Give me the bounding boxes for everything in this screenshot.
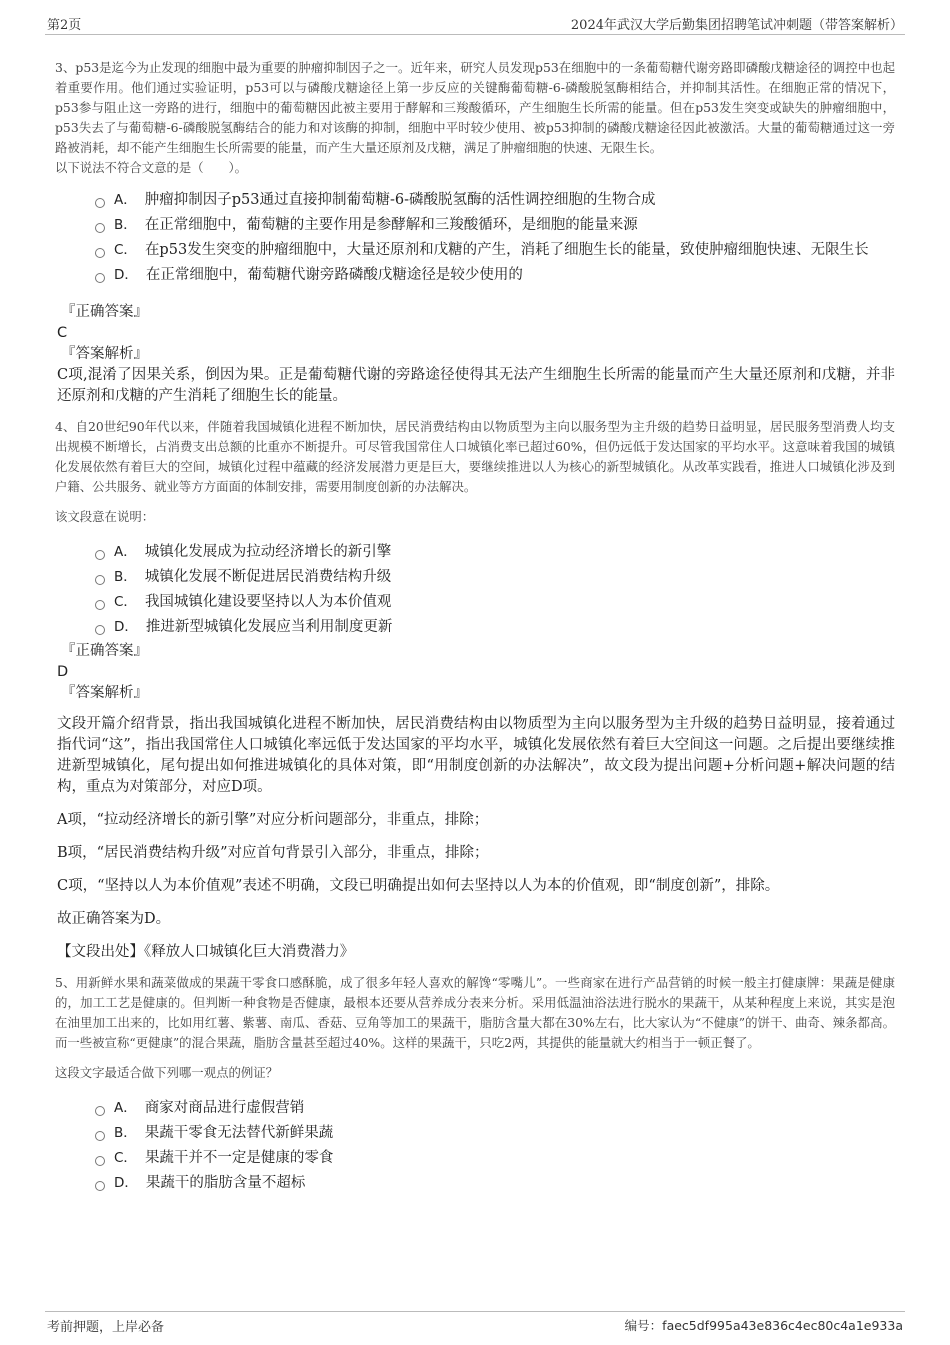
document-body [55, 58, 895, 1197]
radio-icon[interactable] [95, 248, 105, 258]
q4-explain-label: 『答案解析』 [61, 685, 148, 701]
q3-answer-label: 『正确答案』 [61, 304, 148, 320]
radio-icon[interactable] [95, 1106, 105, 1116]
q5-option-a[interactable]: A． 商家对商品进行虚假营销 [95, 1097, 895, 1119]
q3-explanation: C项,混淆了因果关系，倒因为果。正是葡萄糖代谢的旁路途径使得其无法产生细胞生长所需的能量而产生大量还原剂和戊糖，并非还原剂和戊糖的产生消耗了细胞生长的能量。 [57, 367, 895, 404]
radio-icon[interactable] [95, 625, 105, 635]
document-title: 2024年武汉大学后勤集团招聘笔试冲刺题（带答案解析） [570, 18, 903, 33]
radio-icon[interactable] [95, 1156, 105, 1166]
q3-options [55, 189, 895, 286]
q3-option-d[interactable]: D． 在正常细胞中，葡萄糖代谢旁路磷酸戊糖途径是较少使用的 [95, 264, 895, 286]
q4-option-a-analysis: A项，“拉动经济增长的新引擎”对应分析问题部分，非重点，排除； [57, 812, 489, 828]
radio-icon[interactable] [95, 198, 105, 208]
q3-passage: 3、p53是迄今为止发现的细胞中最为重要的肿瘤抑制因子之一。近年来，研究人员发现p53在细胞中的一条葡萄糖代谢旁路即磷酸戊糖途径的调控中也起着重要作用。他们通过实验证明，p53可以与磷酸戊糖途径上第一步反应的关键酶葡萄糖-6-磷酸脱氢酶相结合，并抑制其活性。在细胞正常的情况下，p53参与阻止这一旁路的进行，细胞中的葡萄糖因此被主要用于酵解和三羧酸循环，产生细胞生长所需的能量。但在p53发生突变或缺失的肿瘤细胞中，p53失去了与葡萄糖-6-磷酸脱氢酶结合的能力和对该酶的抑制，细胞中平时较少使用、被p53抑制的磷酸戊糖途径因此被激活。大量的葡萄糖通过这一旁路被消耗，却不能产生细胞生长所需要的能量，而产生大量还原剂及戊糖，满足了肿瘤细胞的快速、无限生长。 [55, 60, 895, 155]
q5-options [55, 1097, 895, 1194]
q4-source: 【文段出处】《释放人口城镇化巨大消费潜力》 [57, 944, 355, 960]
q3-option-a[interactable]: A． 肿瘤抑制因子p53通过直接抑制葡萄糖-6-磷酸脱氢酶的活性调控细胞的生物合成 [95, 189, 895, 211]
q4-option-b[interactable]: B． 城镇化发展不断促进居民消费结构升级 [95, 566, 895, 588]
q3-answer: C [57, 325, 68, 341]
q4-option-a[interactable]: A． 城镇化发展成为拉动经济增长的新引擎 [95, 541, 895, 563]
radio-icon[interactable] [95, 223, 105, 233]
radio-icon[interactable] [95, 1181, 105, 1191]
q3-explain-label: 『答案解析』 [61, 346, 148, 362]
footer-slogan: 考前押题，上岸必备 [47, 1320, 165, 1335]
q5-option-d[interactable]: D． 果蔬干的脂肪含量不超标 [95, 1172, 895, 1194]
page-header [45, 12, 905, 35]
q3-prompt: 以下说法不符合文意的是（ ）。 [55, 160, 248, 175]
q4-option-d[interactable]: D． 推进新型城镇化发展应当利用制度更新 [95, 616, 895, 638]
document-serial: 编号：faec5df995a43e836c4ec80c4a1e933a [624, 1318, 903, 1333]
q3-option-b[interactable]: B． 在正常细胞中，葡萄糖的主要作用是参酵解和三羧酸循环，是细胞的能量来源 [95, 214, 895, 236]
q4-passage: 4、自20世纪90年代以来，伴随着我国城镇化进程不断加快，居民消费结构由以物质型为主向以服务型为主升级的趋势日益明显，居民服务型消费人均支出规模不断增长，占消费支出总额的比重亦不断提升。可尽管我国常住人口城镇化率已超过60%，但仍远低于发达国家的平均水平。这意味着我国的城镇化发展依然有着巨大的空间，城镇化过程中蕴藏的经济发展潜力更是巨大，要继续推进以人为核心的新型城镇化。从改革实践看，推进人口城镇化涉及到户籍、公共服务、就业等方方面面的体制安排，需要用制度创新的办法解决。 [55, 419, 895, 494]
q4-conclusion: 故正确答案为D。 [57, 911, 171, 927]
q4-options [55, 541, 895, 638]
q5-option-b[interactable]: B． 果蔬干零食无法替代新鲜果蔬 [95, 1122, 895, 1144]
q5-option-c[interactable]: C． 果蔬干并不一定是健康的零食 [95, 1147, 895, 1169]
q4-explanation: 文段开篇介绍背景，指出我国城镇化进程不断加快，居民消费结构由以物质型为主向以服务型为主升级的趋势日益明显，接着通过指代词“这”，指出我国常住人口城镇化率远低于发达国家的平均水平，城镇化发展依然有着巨大空间这一问题。之后提出要继续推进新型城镇化，尾句提出如何推进城镇化的具体对策，即“用制度创新的办法解决”，故文段为提出问题+分析问题+解决问题的结构，重点为对策部分，对应D项。 [57, 716, 895, 795]
page-footer [45, 1311, 905, 1336]
radio-icon[interactable] [95, 273, 105, 283]
q4-answer: D [57, 664, 69, 680]
q3-option-c[interactable]: C． 在p53发生突变的肿瘤细胞中，大量还原剂和戊糖的产生，消耗了细胞生长的能量，致使肿瘤细胞快速、无限生长 [95, 239, 895, 261]
q4-answer-label: 『正确答案』 [61, 643, 148, 659]
radio-icon[interactable] [95, 600, 105, 610]
radio-icon[interactable] [95, 550, 105, 560]
q5-passage: 5、用新鲜水果和蔬菜做成的果蔬干零食口感酥脆，成了很多年轻人喜欢的解馋“零嘴儿”。一些商家在进行产品营销的时候一般主打健康牌：果蔬是健康的，加工工艺是健康的。但判断一种食物是否健康，最根本还要从营养成分表来分析。采用低温油浴法进行脱水的果蔬干，从某种程度上来说，其实是泡在油里加工出来的，比如用红薯、紫薯、南瓜、香菇、豆角等加工的果蔬干，脂肪含量大都在30%左右，比大家认为“不健康”的饼干、曲奇、辣条都高。而一些被宣称“更健康”的混合果蔬，脂肪含量甚至超过40%。这样的果蔬干，只吃2两，其提供的能量就大约相当于一顿正餐了。 [55, 975, 895, 1050]
q4-option-b-analysis: B项，“居民消费结构升级”对应首句背景引入部分，非重点，排除； [57, 845, 489, 861]
q4-option-c-analysis: C项，“坚持以人为本价值观”表述不明确，文段已明确提出如何去坚持以人为本的价值观，即“制度创新”，排除。 [57, 878, 780, 894]
page-number: 第2页 [47, 18, 82, 33]
q4-option-c[interactable]: C． 我国城镇化建设要坚持以人为本价值观 [95, 591, 895, 613]
q4-prompt: 该文段意在说明： [55, 509, 155, 524]
q5-prompt: 这段文字最适合做下列哪一观点的例证？ [55, 1065, 279, 1080]
radio-icon[interactable] [95, 575, 105, 585]
radio-icon[interactable] [95, 1131, 105, 1141]
